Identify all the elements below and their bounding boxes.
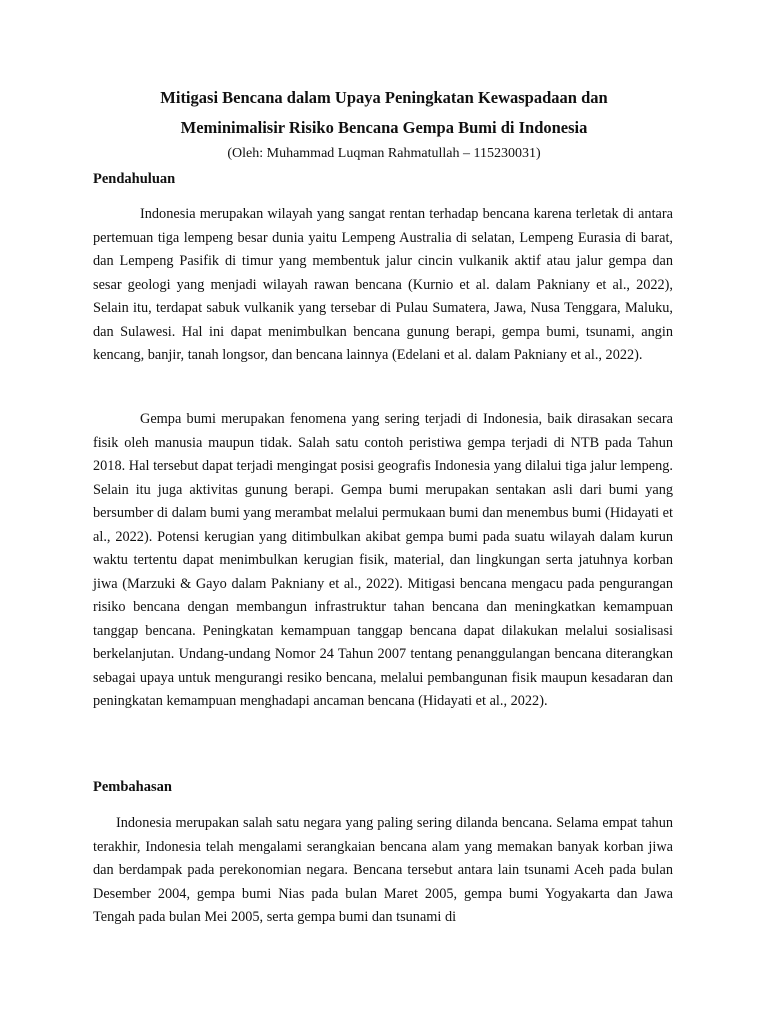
document-title-line-1: Mitigasi Bencana dalam Upaya Peningkatan Kewaspadaan dan	[160, 88, 608, 107]
section-heading-pendahuluan: Pendahuluan	[93, 171, 176, 187]
author-line: (Oleh: Muhammad Luqman Rahmatullah – 115230031)	[227, 146, 541, 161]
paragraph: Indonesia merupakan wilayah yang sangat rentan terhadap bencana karena terletak di antara pertemuan tiga lempeng besar dunia yaitu Lempeng Australia di selatan, Lempeng Eurasia di barat, dan Lempeng Pasifik di timur yang membentuk jalur cincin vulkanik aktif atau jalur gempa dan sesar geologi yang menjadi wilayah rawan bencana (Kurnio et al. dalam Pakniany et al., 2022), Selain itu, terdapat sabuk vulkanik yang tersebar di Pulau Sumatera, Jawa, Nusa Tenggara, Maluku, dan Sulawesi. Hal ini dapat menimbulkan bencana gunung berapi, gempa bumi, tsunami, angin kencang, banjir, tanah longsor, dan bencana lainnya (Edelani et al. dalam Pakniany et al., 2022).	[93, 206, 673, 363]
paragraph: Indonesia merupakan salah satu negara yang paling sering dilanda bencana. Selama empat tahun terakhir, Indonesia telah mengalami serangkaian bencana alam yang memakan banyak korban jiwa dan berdampak pada perekonomian negara. Bencana tersebut antara lain tsunami Aceh pada bulan Desember 2004, gempa bumi Nias pada bulan Maret 2005, gempa bumi Yogyakarta dan Jawa Tengah pada bulan Mei 2005, serta gempa bumi dan tsunami di	[93, 815, 673, 925]
paragraph: Gempa bumi merupakan fenomena yang sering terjadi di Indonesia, baik dirasakan secara fisik oleh manusia maupun tidak. Salah satu contoh peristiwa gempa terjadi di NTB pada Tahun 2018. Hal tersebut dapat terjadi mengingat posisi geografis Indonesia yang dilalui tiga jalur lempeng. Selain itu juga aktivitas gunung berapi. Gempa bumi merupakan sentakan asli dari bumi yang bersumber di dalam bumi yang merambat melalui permukaan bumi dan menembus bumi (Hidayati et al., 2022). Potensi kerugian yang ditimbulkan akibat gempa bumi pada suatu wilayah dalam kurun waktu tertentu dapat menimbulkan kerugian fisik, material, dan lingkungan serta jatuhnya korban jiwa (Marzuki & Gayo dalam Pakniany et al., 2022). Mitigasi bencana mengacu pada pengurangan risiko bencana dengan membangun infrastruktur tahan bencana dan meningkatkan kemampuan tanggap bencana. Peningkatan kemampuan tanggap bencana dapat dilakukan melalui sosialisasi berkelanjutan. Undang-undang Nomor 24 Tahun 2007 tentang penanggulangan bencana diterangkan sebagai upaya untuk mengurangi resiko bencana, melalui pembangunan fisik maupun kesadaran dan peningkatan kemampuan menghadapi ancaman bencana (Hidayati et al., 2022).	[93, 411, 673, 709]
section-heading-pembahasan: Pembahasan	[93, 779, 172, 795]
document-title-line-2: Meminimalisir Risiko Bencana Gempa Bumi di Indonesia	[180, 118, 588, 137]
